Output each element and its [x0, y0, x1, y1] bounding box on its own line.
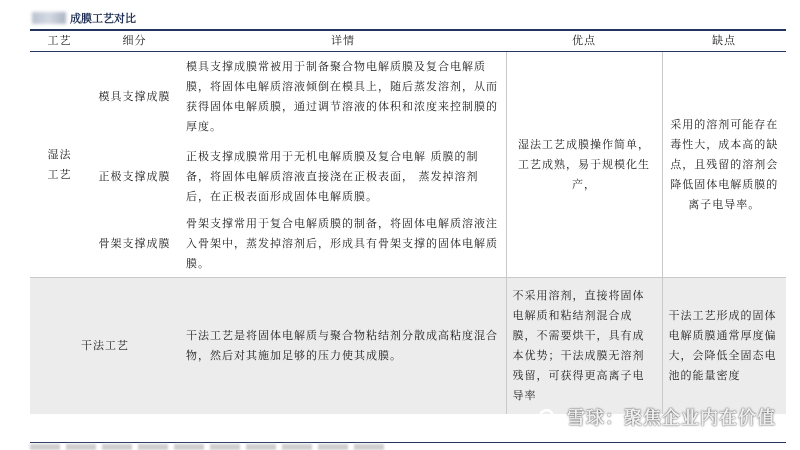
table-title [32, 8, 136, 28]
footer-rule [30, 442, 786, 443]
comparison-table [30, 31, 786, 414]
cell-wet-cons [662, 52, 786, 278]
table-title-text: 成膜工艺对比 [70, 12, 136, 25]
table-row-wet-mold [30, 52, 786, 142]
cell-wet-pros [506, 52, 662, 278]
cell-wet-craft [30, 52, 89, 278]
cell-dry-detail: 干法工艺是将固体电解质与聚合物粘结剂分散成高粘度混合物，然后对其施加足够的压力使其成膜。 [180, 278, 506, 414]
cell-dry-cons: 干法工艺形成的固体电解质膜通常厚度偏大，会降低全固态电池的能量密度 [662, 278, 786, 414]
watermark-text: 雪球：聚焦企业内在价值 [567, 408, 776, 429]
cell-sub-mold [89, 52, 180, 142]
header-craft: 工艺 [30, 31, 89, 52]
wet-pros-text: 湿法工艺成膜操作简单，工艺成熟，易于规模化生产， [518, 137, 650, 191]
header-row [30, 31, 786, 52]
cell-detail-mold: 模具支撑成膜常被用于制备聚合物电解质膜及复合电解质膜，将固体电解质溶液倾倒在模具上，随后蒸发溶剂，从而获得固体电解质膜，通过调节溶液的体积和浓度来控制膜的厚度。 [180, 52, 506, 142]
cell-sub-cathode [89, 142, 180, 212]
blurred-source-prefix [32, 12, 66, 24]
wet-cons-text: 采用的溶剂可能存在毒性大，成本高的缺点，且残留的溶剂会降低固体电解质膜的离子电导率。 [670, 117, 779, 211]
watermark [537, 404, 776, 430]
header-sub: 细分 [89, 31, 180, 52]
sub-mold-label: 模具支撑成膜 [98, 89, 171, 103]
cell-sub-skeleton [89, 212, 180, 278]
snowball-logo-icon [537, 406, 563, 428]
header-detail: 详情 [180, 31, 506, 52]
cell-dry-craft: 干法工艺 [30, 278, 180, 414]
wet-craft-label: 湿法工艺 [47, 147, 72, 181]
header-pros: 优点 [506, 31, 662, 52]
cell-detail-cathode: 正极支撑成膜常用于无机电解质膜及复合电解 质膜的制备，将固体电解质溶液直接浇在正极表面， 蒸发掉溶剂后，在正极表面形成固体电解质膜。 [180, 142, 506, 212]
header-cons: 缺点 [662, 31, 786, 52]
cell-dry-pros: 不采用溶剂，直接将固体电解质和粘结剂混合成膜，不需要烘干，具有成本优势；干法成膜无溶剂残留，可获得更高离子电导率 [506, 278, 662, 414]
cell-detail-skeleton: 骨架支撑常用于复合电解质膜的制备，将固体电解质溶液注入骨架中，蒸发掉溶剂后，形成具有骨架支撑的固体电解质膜。 [180, 212, 506, 278]
sub-cathode-label: 正极支撑成膜 [98, 169, 171, 183]
sub-skeleton-label: 骨架支撑成膜 [98, 237, 171, 251]
blurred-source-note [30, 444, 390, 450]
table-row-dry [30, 278, 786, 414]
